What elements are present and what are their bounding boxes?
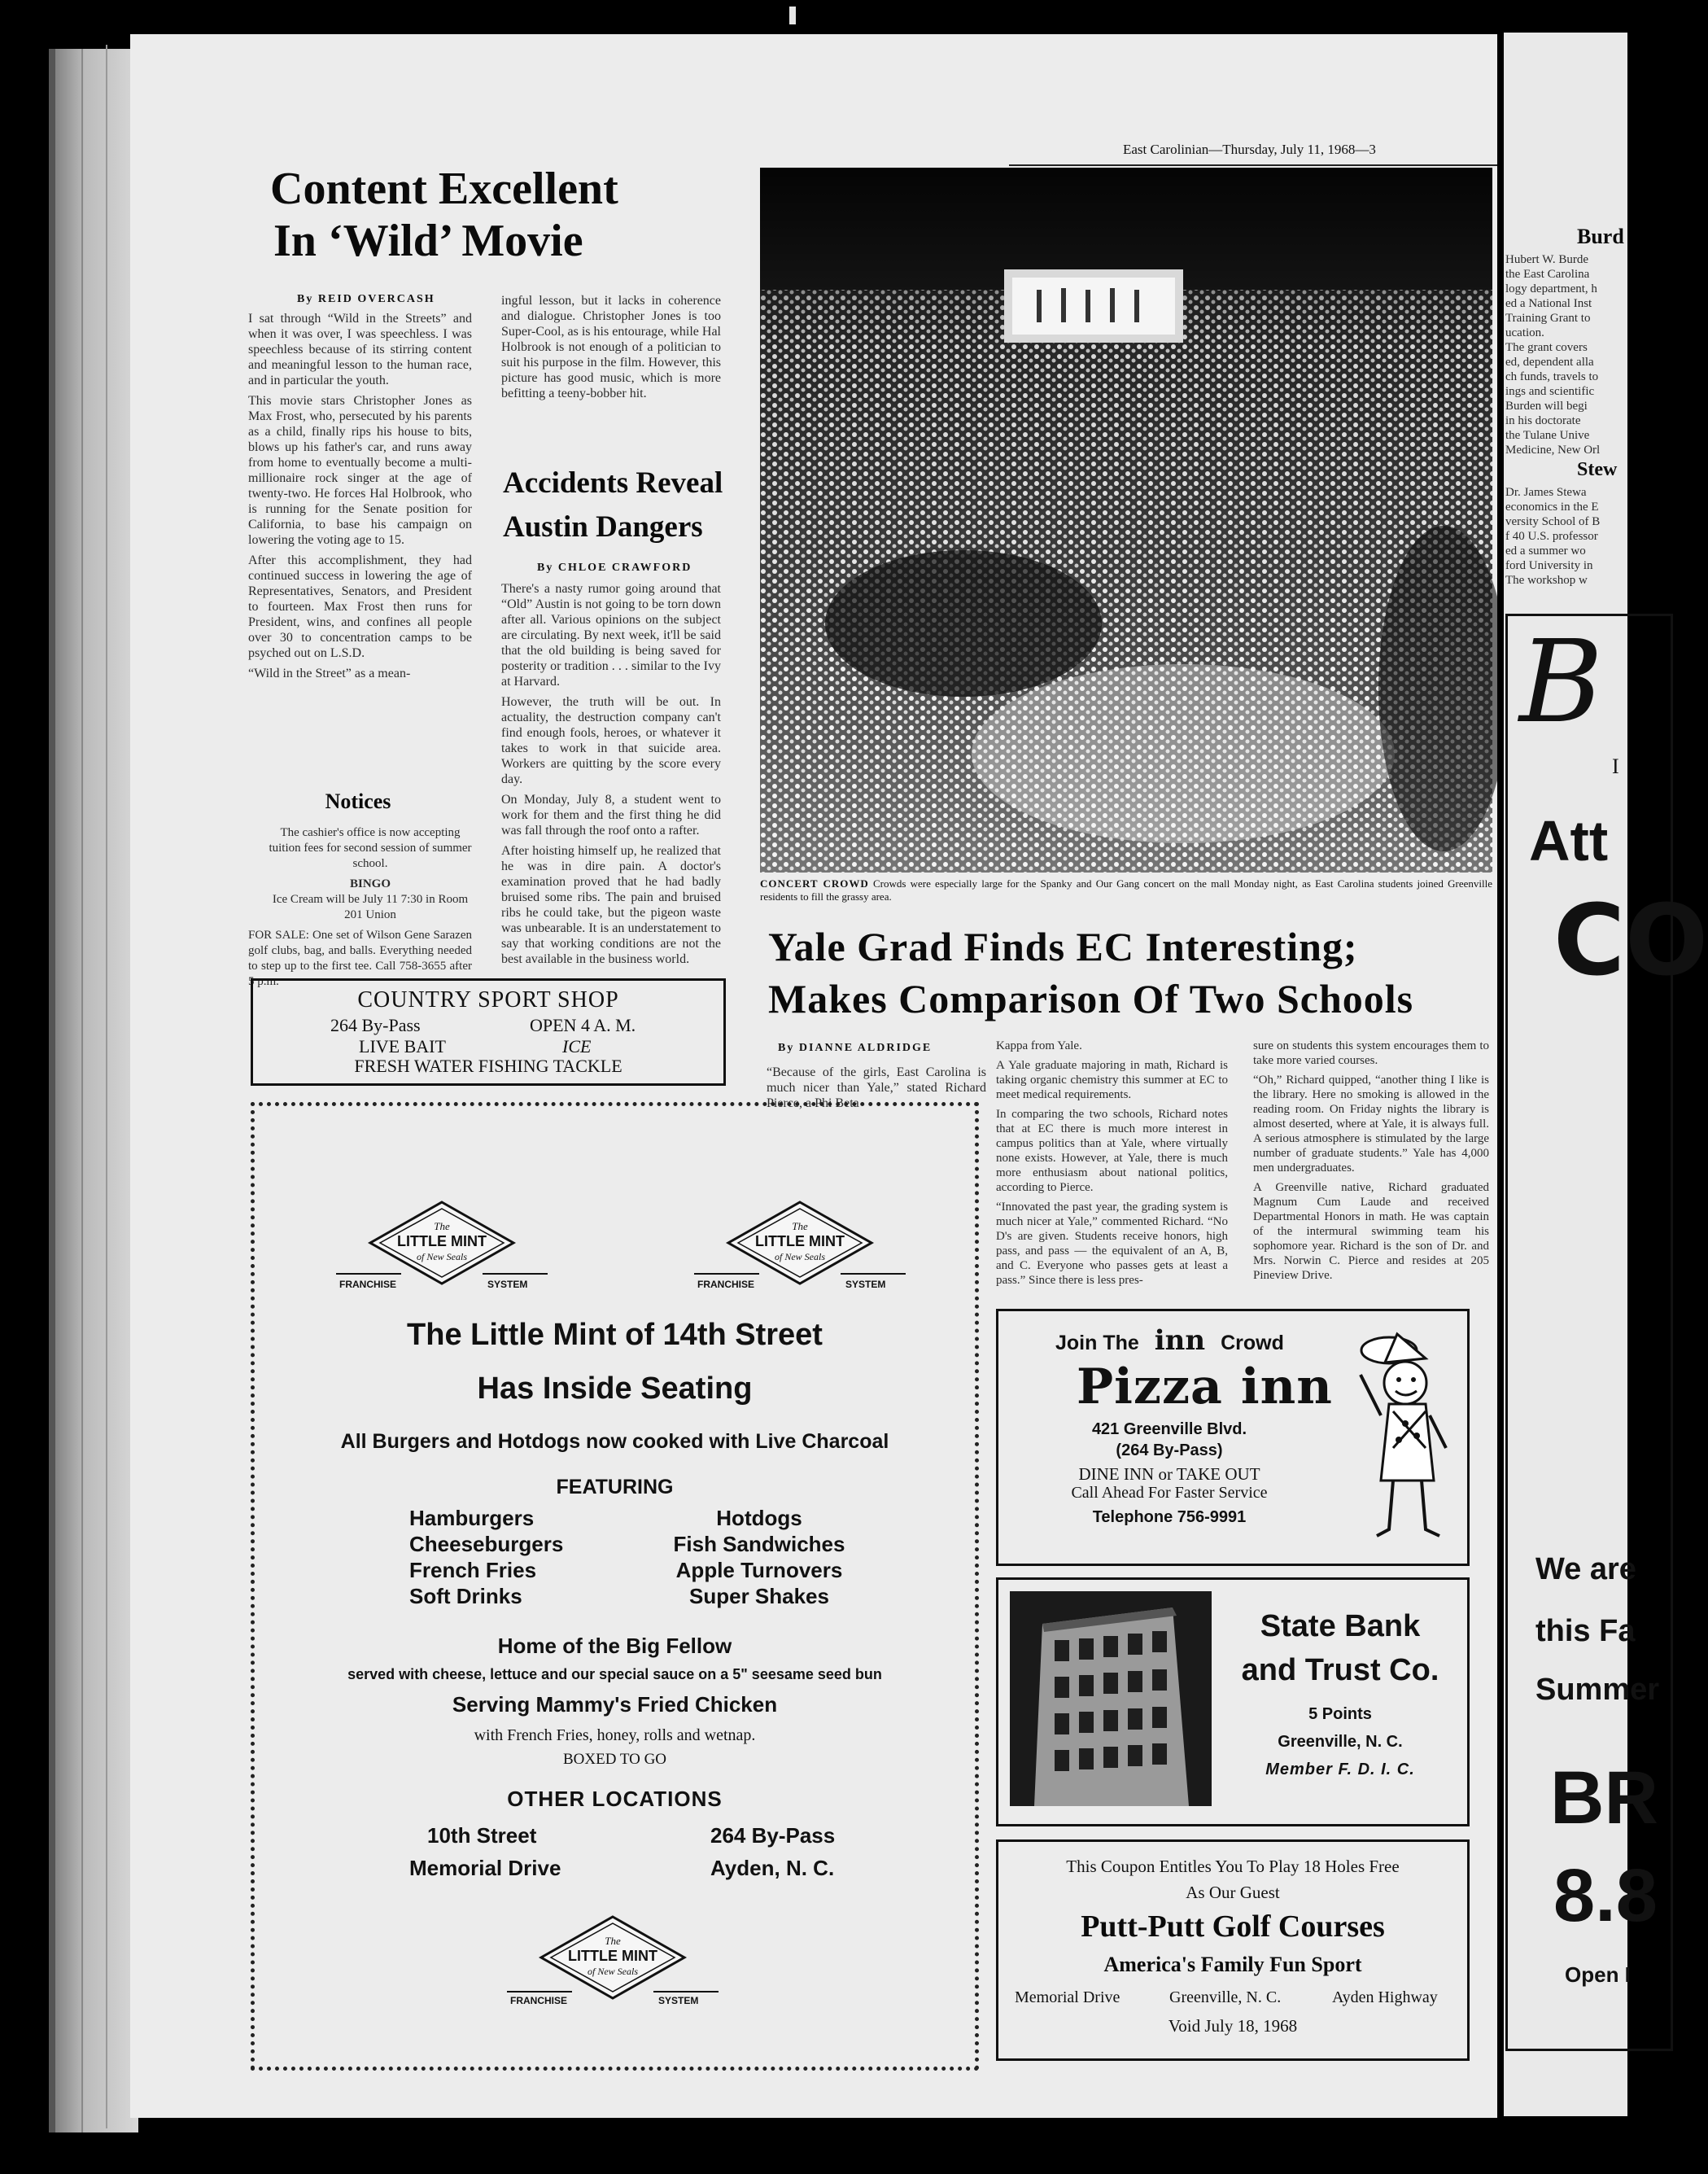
sport-shop-bait: LIVE BAIT	[359, 1036, 446, 1056]
logo-little-mint: LITTLE MINT	[568, 1948, 657, 1964]
mint-big-fellow-desc: served with cheese, lettuce and our special sauce on a 5" seesame seed bun	[347, 1666, 882, 1682]
location-item: Ayden, N. C.	[710, 1856, 835, 1880]
right-line: Hubert W. Burde	[1505, 253, 1589, 266]
austin-headline-line1: Accidents Reveal	[503, 466, 723, 500]
movie-headline-line1: Content Excellent	[270, 164, 618, 214]
putt-putt-ad	[996, 1839, 1470, 2061]
logo-franchise: FRANCHISE	[697, 1279, 755, 1290]
right-ad-summer: Summer	[1535, 1673, 1660, 1707]
sport-shop-address: 264 By-Pass	[330, 1015, 421, 1035]
putt-coupon-2: As Our Guest	[1186, 1883, 1280, 1902]
logo-the: The	[605, 1935, 621, 1947]
right-ad-co: CO	[1553, 885, 1708, 998]
page-stack-line	[106, 45, 107, 2128]
sport-shop-name: COUNTRY SPORT SHOP	[357, 987, 619, 1013]
putt-coupon-1: This Coupon Entitles You To Play 18 Holes Free	[1066, 1857, 1400, 1876]
sport-shop-ice: ICE	[562, 1036, 592, 1056]
yale-column-2	[996, 1039, 1228, 1293]
movie-headline-line2: In ‘Wild’ Movie	[273, 216, 583, 266]
logo-script: of New Seals	[417, 1251, 467, 1262]
yale-para: In comparing the two schools, Richard notes that at EC there is much more interest in campus politics than at Yale, where virtually none exists. However, at Yale, there is much more enthusiasm about national politics, according to Pierce.	[996, 1108, 1228, 1194]
menu-item: Hotdogs	[716, 1506, 802, 1530]
right-line: Burden will begi	[1505, 400, 1588, 413]
pizza-join-3: Crowd	[1221, 1332, 1284, 1354]
bank-name-1: State Bank	[1260, 1609, 1421, 1643]
putt-loc-1: Memorial Drive	[1015, 1988, 1120, 2006]
location-item: 10th Street	[427, 1823, 537, 1848]
pizza-join-1: Join The	[1055, 1332, 1139, 1354]
header-rule	[1009, 164, 1497, 166]
notice-for-sale: FOR SALE: One set of Wilson Gene Sarazen golf clubs, bag, and balls. Everything needed to step up to the first tee. Call 758-3655 after 5 p.m.	[248, 929, 472, 988]
location-item: 264 By-Pass	[710, 1823, 836, 1848]
movie-column-2	[501, 293, 721, 406]
austin-para: After hoisting himself up, he realized that he was in dire pain. A doctor's examination proved that he had badly bruised some ribs. The pain and bruised ribs he could take, but the pigeon waste was unbearable. It is an understatement to say that working conditions are not the best available in the business world.	[501, 844, 721, 966]
page-gutter	[1497, 0, 1504, 2174]
movie-para: ingful lesson, but it lacks in coherence and dialogue. Christopher Jones is too Super-Cool, as is his entourage, while Hal Holbrook is not enough of a politician to suit his purpose in the film. However, this picture has good music, which is more befitting a teeny-bobber hit.	[501, 294, 721, 400]
austin-headline-line2: Austin Dangers	[503, 510, 703, 544]
logo-the: The	[792, 1220, 808, 1232]
sport-shop-hours: OPEN 4 A. M.	[530, 1015, 636, 1035]
right-ad-logo-b: B	[1519, 616, 1603, 749]
movie-byline: By REID OVERCASH	[297, 293, 435, 305]
mint-chicken-desc: with French Fries, honey, rolls and wetnap.	[474, 1726, 756, 1744]
mint-menu-right	[662, 1505, 857, 1609]
right-line: Medicine, New Orl	[1505, 444, 1601, 457]
right-line: The grant covers	[1505, 341, 1588, 354]
austin-para: On Monday, July 8, a student went to work for them and the first thing he did was fall through the roof onto a rafter.	[501, 793, 721, 838]
putt-tagline: America's Family Fun Sport	[1103, 1953, 1362, 1976]
right-line: economics in the E	[1505, 501, 1599, 514]
notice-bingo: Ice Cream will be July 11 7:30 in Room 201 Union	[272, 893, 469, 921]
logo-script: of New Seals	[588, 1966, 638, 1977]
right-line: the Tulane Unive	[1505, 429, 1590, 442]
photo-caption-text: Crowds were especially large for the Spanky and Our Gang concert on the mall Monday night, as East Carolina students joined Greenville residents to fill the grassy area.	[760, 877, 1492, 903]
little-mint-logo	[336, 1196, 548, 1293]
notice-bingo-title: BINGO	[349, 877, 391, 890]
movie-para: I sat through “Wild in the Streets” and when it was over, I was speechless. I was speechless because of its stirring content and meaningful lesson to the human race, and in particular the youth.	[248, 312, 472, 387]
pizza-join-inn: inn	[1154, 1324, 1206, 1357]
pizza-bypass: (264 By-Pass)	[1116, 1441, 1223, 1459]
movie-para: “Wild in the Street” as a mean-	[248, 667, 411, 680]
pizza-join	[1055, 1324, 1284, 1357]
mint-menu-left	[409, 1505, 563, 1609]
right-line: Training Grant to	[1505, 312, 1591, 325]
pizza-call: Call Ahead For Faster Service	[1071, 1484, 1268, 1502]
scan-mark	[789, 7, 796, 24]
putt-loc-3: Ayden Highway	[1332, 1988, 1438, 2006]
logo-little-mint: LITTLE MINT	[397, 1233, 487, 1249]
little-mint-ad	[251, 1102, 979, 2071]
right-line: ford University in	[1505, 559, 1593, 572]
logo-system: SYSTEM	[487, 1279, 528, 1290]
logo-little-mint: LITTLE MINT	[755, 1233, 845, 1249]
notice-cashier: The cashier's office is now accepting tuition fees for second session of summer school.	[269, 826, 472, 870]
right-headline-2: Stew	[1577, 459, 1618, 480]
right-line: ed a summer wo	[1505, 545, 1586, 558]
mint-locations-left	[409, 1819, 561, 1884]
right-article-1	[1505, 252, 1636, 457]
menu-item: Cheeseburgers	[409, 1532, 564, 1556]
bank-building-photo	[1010, 1591, 1212, 1806]
logo-franchise: FRANCHISE	[510, 1995, 568, 2006]
right-line: f 40 U.S. professor	[1505, 530, 1598, 543]
little-mint-logo	[694, 1196, 906, 1293]
page-stack-shadow	[49, 49, 55, 2132]
bank-name-2: and Trust Co.	[1241, 1653, 1439, 1687]
menu-item: Super Shakes	[689, 1584, 829, 1608]
movie-para: After this accomplishment, they had continued success in lowering the age of Representatives, Senators, and President to fourteen. Max Frost then runs for President, wins, and confines all people over 30 to concentration camps to be psyched out on L.S.D.	[248, 553, 472, 660]
yale-para: Kappa from Yale.	[996, 1039, 1082, 1052]
yale-para: “Innovated the past year, the grading system is much nicer at Yale,” commented Richard. “No D's are given. Students receive honors, high pass, and pass — the equivalent of an A, B, and C. Everyone who passes gets at least a pass.” Since there is less pres-	[996, 1201, 1228, 1287]
right-ad-att: Att	[1529, 809, 1609, 873]
right-line: ucation.	[1505, 326, 1544, 339]
newspaper-page	[130, 34, 1497, 2118]
yale-para: “Because of the girls, East Carolina is much nicer than Yale,” stated Richard Pierce, a Phi Beta	[767, 1065, 986, 1110]
right-headline-1: Burd	[1577, 225, 1624, 248]
austin-byline: By CHLOE CRAWFORD	[537, 562, 692, 574]
menu-item: French Fries	[409, 1558, 537, 1582]
adjacent-page	[1502, 33, 1708, 2116]
austin-body	[501, 581, 721, 972]
right-line: versity School of B	[1505, 515, 1601, 528]
right-ad-box	[1505, 614, 1708, 2051]
movie-para: This movie stars Christopher Jones as Max Frost, who, persecuted by his parents as a child, finally rips his house to bits, blows up his father's car, and runs away from home to eventually become a multi-millionaire rock singer at the age of twenty-two. He forces Hal Holbrook, who is running for the Senate position for California, to base his campaign on lowering the voting age to 15.	[248, 394, 472, 547]
bank-member: Member F. D. I. C.	[1265, 1761, 1415, 1778]
yale-column-3	[1253, 1039, 1489, 1288]
mint-chicken: Serving Mammy's Fried Chicken	[452, 1692, 778, 1717]
concert-crowd-photo	[760, 168, 1492, 873]
right-line: Dr. James Stewa	[1505, 486, 1587, 499]
location-item: Memorial Drive	[409, 1856, 561, 1880]
mint-featuring: FEATURING	[556, 1476, 674, 1498]
putt-name: Putt-Putt Golf Courses	[1081, 1909, 1385, 1944]
yale-byline: By DIANNE ALDRIDGE	[778, 1042, 933, 1054]
right-line: ings and scientific	[1505, 385, 1595, 398]
menu-item: Hamburgers	[409, 1506, 535, 1530]
yale-headline-line1: Yale Grad Finds EC Interesting;	[768, 924, 1358, 969]
right-line: ed, dependent alla	[1505, 356, 1594, 369]
concert-crowd-image	[760, 168, 1492, 873]
menu-item: Fish Sandwiches	[673, 1532, 845, 1556]
yale-headline-line2: Makes Comparison Of Two Schools	[768, 976, 1414, 1021]
right-line: The workshop w	[1505, 574, 1588, 587]
right-ad-br: BR	[1550, 1756, 1658, 1839]
page-stack-edge	[49, 49, 138, 2132]
right-line: in his doctorate	[1505, 414, 1581, 427]
right-ad-this: this Fa	[1535, 1614, 1636, 1648]
logo-franchise: FRANCHISE	[339, 1279, 397, 1290]
mint-title-2: Has Inside Seating	[477, 1371, 753, 1406]
logo-script: of New Seals	[775, 1251, 825, 1262]
logo-the: The	[434, 1220, 450, 1232]
right-ad-price: 8.8	[1553, 1854, 1658, 1937]
mint-other-locations: OTHER LOCATIONS	[507, 1787, 723, 1811]
mint-boxed: BOXED TO GO	[562, 1751, 667, 1768]
yale-para: A Yale graduate majoring in math, Richard is taking organic chemistry this summer at EC to meet medical requirements.	[996, 1059, 1228, 1101]
pizza-name: Pizza inn	[1077, 1358, 1333, 1415]
notices-block	[269, 825, 472, 928]
yale-para: “Oh,” Richard quipped, “another thing I like is the library. Here no smoking is allowed in the reading room. On Friday nights the library is almost deserted, where at Yale, it is always full. A serious atmosphere is stimulated by the large number of graduate students.” Yale has 4,000 men undergraduates.	[1253, 1074, 1489, 1174]
bank-points: 5 Points	[1308, 1705, 1372, 1723]
sport-shop-ad	[251, 978, 726, 1086]
state-bank-ad	[996, 1577, 1470, 1826]
menu-item: Apple Turnovers	[675, 1558, 843, 1582]
pizza-chef-mascot-icon	[1348, 1326, 1454, 1546]
right-ad-open: Open I	[1565, 1962, 1631, 1987]
mint-big-fellow: Home of the Big Fellow	[497, 1634, 732, 1658]
pizza-dine: DINE INN or TAKE OUT	[1078, 1464, 1260, 1484]
mint-locations-right	[710, 1819, 835, 1884]
yale-para: sure on students this system encourages them to take more varied courses.	[1253, 1039, 1489, 1067]
austin-para: There's a nasty rumor going around that “Old” Austin is not going to be torn down after all. Various opinions on the subject are circulating. By next week, it'll be said that the old building is being saved for posterity or tradition . . . similar to the Ivy at Harvard.	[501, 582, 721, 689]
running-header: East Carolinian—Thursday, July 11, 1968—3	[1123, 142, 1376, 157]
right-ad-logo-i: I	[1612, 755, 1619, 778]
logo-system: SYSTEM	[845, 1279, 886, 1290]
yale-para: A Greenville native, Richard graduated Magnum Cum Laude and received Departmental Honors in math. He was captain of the intermural swimming team his sophomore year. Richard is the son of Dr. and Mrs. Norwin C. Pierce and resides at 205 Pineview Drive.	[1253, 1181, 1489, 1282]
photo-caption	[760, 877, 1492, 903]
bank-city: Greenville, N. C.	[1278, 1733, 1403, 1751]
right-line: logy department, h	[1505, 282, 1597, 295]
putt-void: Void July 18, 1968	[1168, 2016, 1298, 2036]
pizza-phone: Telephone 756-9991	[1092, 1508, 1247, 1526]
right-line: ed a National Inst	[1505, 297, 1592, 310]
movie-column-1	[248, 311, 472, 686]
right-line: the East Carolina	[1505, 268, 1590, 281]
right-article-2	[1505, 485, 1636, 588]
notices-title: Notices	[325, 790, 391, 813]
mint-title-1: The Little Mint of 14th Street	[407, 1318, 823, 1352]
right-line: ch funds, travels to	[1505, 370, 1599, 383]
pizza-inn-ad	[996, 1309, 1470, 1566]
little-mint-logo	[507, 1910, 719, 2008]
photo-caption-lead: CONCERT CROWD	[760, 877, 869, 890]
austin-para: However, the truth will be out. In actuality, the destruction company can't find enough fools, heroes, or whatever it takes to work in that suicide area. Workers are quitting by the score every day.	[501, 695, 721, 786]
putt-loc-2: Greenville, N. C.	[1169, 1988, 1282, 2006]
right-ad-we: We are	[1535, 1552, 1636, 1586]
menu-item: Soft Drinks	[409, 1584, 522, 1608]
sport-shop-tackle: FRESH WATER FISHING TACKLE	[354, 1056, 622, 1076]
page-stack-line	[81, 49, 83, 2132]
mint-charcoal: All Burgers and Hotdogs now cooked with Live Charcoal	[340, 1430, 889, 1453]
logo-system: SYSTEM	[658, 1995, 699, 2006]
pizza-address: 421 Greenville Blvd.	[1091, 1420, 1247, 1438]
